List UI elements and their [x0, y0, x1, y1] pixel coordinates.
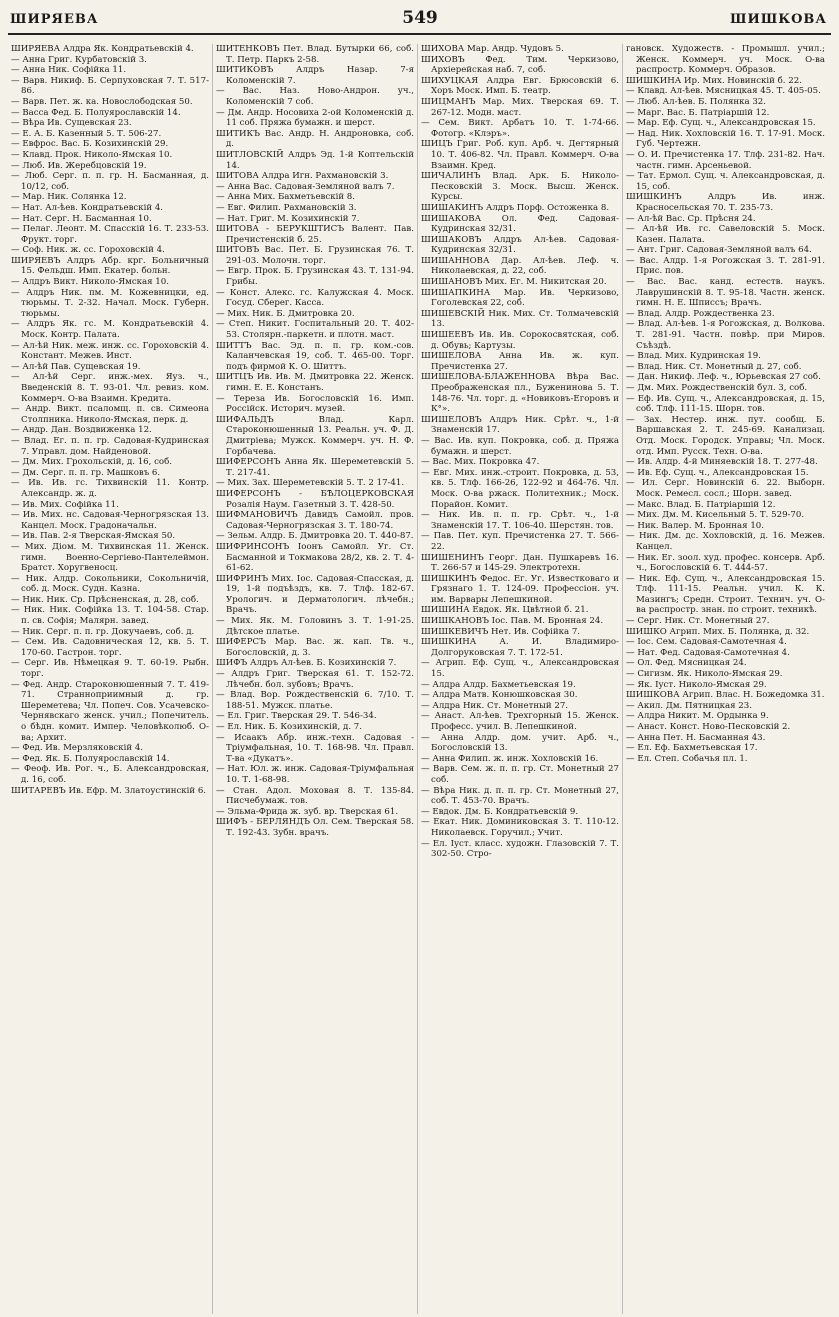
directory-entry: — Іос. Сем. Садовая-Самотечная 4.: [626, 637, 787, 648]
directory-entry: ШИШЕВСКІЙ Ник. Мих. Ст. Толмачевскій 13.: [421, 308, 619, 330]
directory-entry: — Евг. Филип. Рахмановскій 3.: [216, 202, 357, 213]
directory-entry: — Феоф. Ив. Рог. ч., Б. Александровская, д. 16, соб.: [11, 764, 209, 785]
directory-entry: ШИШКОВА Агрип. Влас. Н. Божедомка 31.: [626, 690, 825, 701]
directory-entry: ШИШКИНА Ир. Мих. Новинскій б. 22.: [626, 75, 802, 86]
directory-entry: — Анаст. Конст. Ново-Песковскій 2.: [626, 722, 791, 732]
directory-entry: — Влад. Алдр. Рождественка 23.: [626, 308, 775, 319]
directory-entry: — Мар. Еф. Сущ. ч., Александровская 15.: [626, 118, 816, 129]
directory-entry: — Ел. Степ. Собачья пл. 1.: [626, 753, 748, 764]
directory-entry: — Мар. Ник. Солянка 12.: [11, 192, 127, 203]
directory-entry: — Влад. Ник. Ст. Монетный д. 27, соб.: [626, 361, 802, 372]
directory-entry: — Алдръ Григ. Тверская 61. Т. 152-72. Лѣчебн. бол. зубовъ; Врачъ.: [216, 669, 414, 690]
directory-entry: — Мих. Ник. Б. Дмитровка 20.: [216, 308, 355, 319]
directory-entry: ШИРЯЕВЪ Алдръ Абр. крг. Больничный 15. Фельдш. Имп. Екатер. больн.: [11, 255, 209, 277]
directory-entry: — Анна Пет. Н. Басманная 43.: [626, 732, 766, 743]
directory-entry: — Ник. Алдр. Сокольники, Сокольничій, соб. д. Моск. Судн. Казна.: [11, 573, 209, 595]
directory-entry: ШИЧАЛИНЪ Влад. Арк. Б. Николо-Песковскій 3. Моск. Высш. Женск. Курсы.: [421, 171, 619, 203]
directory-entry: — Ник. Дм. дс. Хохловскій, д. 16. Межев. Канцел.: [626, 531, 825, 552]
directory-entry: — Дм. Мих. Рождественскій бул. 3, соб.: [626, 383, 808, 393]
directory-entry: ШИШИНА Евдок. Як. Цвѣтной б. 21.: [421, 605, 589, 616]
directory-entry: ШИШАКОВЪ Алдръ Ал-ѣев. Садовая-Кудринская 32/31.: [421, 234, 619, 256]
directory-entry: — Клавд. Прок. Николо-Ямская 10.: [11, 149, 173, 160]
directory-entry: ШИШКИНЪ Федос. Ег. Уг. Известковаго и Грязнаго 1. Т. 124-09. Профессіон. уч. им. Варвары Лепешкиной.: [421, 573, 619, 605]
directory-entry: — Ник. Ник. Софійка 13. Т. 104-58. Стар. п. св. Софія; Малярн. завед.: [11, 605, 209, 627]
directory-entry: — Ник. Ив. п. п. гр. Срѣт. ч., 1-й Знаменскій 17. Т. 106-40. Шерстян. тов.: [421, 510, 619, 531]
directory-entry: — Ал-ѣй Ник. меж. инж. сс. Гороховскій 4. Констант. Межев. Инст.: [11, 340, 209, 362]
directory-entry: — Стан. Адол. Моховая 8. Т. 135-84. Писчебумаж. тов.: [216, 785, 414, 807]
directory-entry: — Алдра Ник. Ст. Монетный 27.: [421, 700, 569, 711]
directory-entry: — Алдра Никит. М. Ордынка 9.: [626, 711, 769, 722]
directory-entry: ШИФЕРСОНЪ Анна Як. Шереметевскій 5. Т. 217-41.: [216, 457, 414, 478]
directory-entry: — Фед. Ив. Мерзляковскій 4.: [11, 743, 144, 754]
directory-entry: — Варв. Никиф. Б. Серпуховская 7. Т. 517-86.: [11, 75, 209, 97]
directory-entry: — Вас. Мих. Покровка 47.: [421, 457, 540, 468]
directory-entry: ШИШАННОВА Дар. Ал-ѣев. Леф. ч. Николаевская, д. 22, соб.: [421, 255, 619, 277]
directory-entry: — Нат. Ал-ѣев. Кондратьевскій 4.: [11, 202, 164, 213]
directory-entry: — Евфрос. Вас. Б. Козихинскій 29.: [11, 139, 169, 150]
columns: [8, 44, 831, 1314]
directory-entry: — Тереза Ив. Богословскій 16. Имп. Россійск. Историч. музей.: [216, 393, 414, 415]
directory-entry: — Пелаг. Леонт. М. Спасскій 16. Т. 233-53. Фрукт. торг.: [11, 224, 209, 245]
directory-entry: ШИРЯЕВА Алдра Як. Кондратьевскій 4.: [11, 44, 194, 54]
column-4: [623, 44, 828, 1314]
directory-entry: ШИШЕНИНЪ Георг. Дан. Пушкаревъ 16. Т. 266-57 и 145-29. Электротехн.: [421, 552, 619, 574]
directory-entry: — Вѣра Ник. д. п. п. гр. Ст. Монетный 27, соб. Т. 453-70. Врачъ.: [421, 785, 619, 807]
directory-entry: ШИЦЪ Григ. Роб. куп. Арб. ч. Дегтярный 10. Т. 406-82. Чл. Правл. Коммерч. О-ва Взаимн. Кред.: [421, 139, 619, 171]
directory-entry: — Ив. Еф. Сущ. ч., Александровская 15.: [626, 467, 809, 478]
directory-entry: — Ив. Мих. Софійка 11.: [11, 499, 119, 510]
directory-entry: — Мих. Як. М. Головинъ 3. Т. 1-91-25. Дѣтское платье.: [216, 616, 414, 637]
directory-entry: ШИФЕРСОНЪ - БѢЛОЦЕРКОВСКАЯ Розалія Наум. Газетный 3. Т. 428-50.: [216, 488, 414, 510]
directory-entry: — Вѣра Ив. Сущевская 23.: [11, 118, 132, 129]
column-1: [8, 44, 213, 1314]
directory-entry: — Анна Мих. Бахметьевскій 8.: [216, 192, 355, 203]
directory-entry: ШИФЪ Алдръ Ал-ѣев. Б. Козихинскій 7.: [216, 658, 397, 669]
directory-entry: — Ив. Пав. 2-я Тверская-Ямская 50.: [11, 531, 176, 542]
directory-entry: — Мих. Дм. М. Кисельный 5. Т. 529-70.: [626, 510, 805, 521]
directory-entry: ШИФРИНСОНЪ Іоонъ Самойл. Уг. Ст. Басманной и Токмакова 28/2, кв. 2. Т. 4-61-62.: [216, 541, 414, 574]
directory-entry: — Дм. Мих. Грохольскій, д. 16, соб.: [11, 457, 172, 468]
directory-entry: ШИФАЛЬДЪ Влад. Карл. Староконюшенный 13. Реальн. уч. Ф. Д. Дмитріева; Мужск. Коммерч. уч. Н. Ф. Горбачева.: [216, 414, 414, 457]
directory-entry: — Ив. Мих. нс. Садовая-Черногрязская 13. Канцел. Моск. Градоначальн.: [11, 510, 209, 531]
column-2: [213, 44, 418, 1314]
directory-entry: ШИТАРЕВЪ Ив. Ефр. М. Златоустинскій 6.: [11, 785, 207, 796]
directory-entry: — Ив. Ив. гс. Тихвинскій 11. Контр. Александр. ж. д.: [11, 478, 209, 499]
directory-entry: — Вас. Наз. Ново-Андрон. уч., Коломенскій 7 соб.: [216, 86, 414, 107]
directory-entry: — Ел. Еф. Бахметьевская 17.: [626, 743, 758, 754]
directory-entry: — Марг. Вас. Б. Патріаршій 12.: [626, 107, 770, 118]
directory-entry: — Серг. Ник. Ст. Монетный 27.: [626, 616, 770, 627]
directory-entry: — Влад. Ал-ѣев. 1-я Рогожская, д. Волкова. Т. 281-91. Частн. повѣр. при Миров. Съѣздѣ.: [626, 319, 825, 351]
directory-entry: ШИТИКОВЪ Алдръ Назар. 7-я Коломенскій 7.: [216, 65, 414, 86]
directory-entry: — Анна Вас. Садовая-Земляной валъ 7.: [216, 181, 395, 192]
directory-entry: — Анна Ник. Софійка 11.: [11, 65, 127, 76]
directory-entry: — Евг. Мих. инж.-строит. Покровка, д. 53, кв. 5. Тлф. 166-26, 122-92 и 464-76. Чл. Моск. О-ва ржаск. Политехник.; Моск. Порайон. Комит.: [421, 467, 619, 510]
directory-entry: — Анна Алдр. дом. учит. Арб. ч., Богословскій 13.: [421, 732, 619, 754]
directory-entry: — Варв. Пет. ж. ка. Новослободская 50.: [11, 96, 193, 107]
directory-entry: — О. И. Пречистенка 17. Тлф. 231-82. Нач. частн. гимн. Арсеньевой.: [626, 149, 825, 171]
directory-entry: ШИШКАНОВЪ Іос. Пав. М. Бронная 24.: [421, 616, 604, 627]
directory-entry: ШИТОВА - БЕРУКШТИСЪ Валент. Пав. Пречистенскій б. 25.: [216, 224, 414, 245]
directory-entry: — Вас. Алдр. 1-я Рогожская 3. Т. 281-91. Прис. пов.: [626, 255, 825, 277]
directory-entry: — Тат. Ермол. Сущ. ч. Александровская, д. 15, соб.: [626, 171, 825, 192]
directory-entry: ШИТОВА Алдра Игн. Рахмановскій 3.: [216, 171, 389, 182]
directory-entry: — Андр. Дан. Воздвиженка 12.: [11, 425, 152, 436]
directory-entry: — Сигизм. Як. Николо-Ямская 29.: [626, 669, 783, 680]
directory-entry: — Ел. Григ. Тверская 29. Т. 546-34.: [216, 711, 377, 722]
directory-entry: — Дм. Андр. Носовиха 2-ой Коломенскій д. 11 соб. Пряжа бумажн. и шерст.: [216, 107, 414, 129]
directory-entry: ШИШЕЛОВА Анна Ив. ж. куп. Пречистенка 27.: [421, 351, 619, 372]
directory-entry: — Як. Іуст. Николо-Ямская 29.: [626, 679, 767, 690]
directory-entry: — Анна Григ. Курбатовскій 3.: [11, 54, 147, 65]
directory-entry: ШИФМАНОВИЧЪ Давидъ Самойл. пров. Садовая-Черногрязская 3. Т. 180-74.: [216, 510, 414, 531]
directory-entry: — Пав. Пет. куп. Пречистенка 27. Т. 566-22.: [421, 531, 619, 552]
running-head-left: ШИРЯЕВА: [10, 12, 99, 27]
directory-entry: — Андр. Викт. псаломщ. п. св. Симеона Столпника. Николо-Ямская, перк. д.: [11, 404, 209, 425]
directory-entry: — Исаакъ Абр. инж.-техн. Садовая - Тріумфальная, 10. Т. 168-98. Чл. Правл. Т-ва «Дукатъ».: [216, 732, 414, 764]
directory-entry: ШИШКО Агрип. Мих. Б. Полянка, д. 32.: [626, 626, 810, 637]
directory-entry: ШИШЕЕВЪ Ив. Ив. Сорокосвятская, соб. д. Обувь; Картузы.: [421, 330, 619, 351]
directory-entry: ШИТОВЪ Вас. Пет. Б. Грузинская 76. Т. 291-03. Молочн. торг.: [216, 245, 414, 266]
running-head-right: ШИШКОВА: [730, 12, 827, 27]
directory-entry: ШИТЛОВСКІЙ Алдръ Эд. 1-й Коптельскій 14.: [216, 149, 414, 171]
directory-entry: — Ал-ѣй Ив. гс. Савеловскій 5. Моск. Казен. Палата.: [626, 224, 825, 245]
directory-entry: — Конст. Алекс. гс. Калужская 4. Моск. Госуд. Сберег. Касса.: [216, 287, 414, 309]
directory-entry: — Мих. Діом. М. Тихвинская 11. Женск. гимн. Военно-Сергіево-Пантелеймон. Братст. Хоругвеносц.: [11, 541, 209, 574]
directory-entry: — Нат. Фед. Садовая-Самотечная 4.: [626, 647, 790, 658]
directory-entry: ШИФЕРСЪ Мар. Вас. ж. кап. Тв. ч., Богословскій, д. 3.: [216, 637, 414, 658]
directory-entry: — Вас. Ив. куп. Покровка, соб. д. Пряжа бумажн. и шерст.: [421, 435, 619, 457]
directory-entry: — Алдра Матв. Конюшковская 30.: [421, 690, 578, 701]
directory-entry: — Зах. Нестер. инж. пут. сообщ. Б. Варшавская 2. Т. 245-69. Канализац. Отд. Моск. Городск. Управы; Чл. Моск. отд. Имп. Русск. Техн. О-ва.: [626, 414, 825, 457]
directory-entry: — Ал-ѣй Пав. Сущевская 19.: [11, 361, 141, 372]
directory-entry: — Сем. Викт. Арбатъ 10. Т. 1-74-66. Фотогр. «Клэръ».: [421, 118, 619, 139]
directory-entry: — Ник. Ник. Ср. Прѣсненская, д. 28, соб.: [11, 594, 199, 605]
directory-entry: — Клавд. Ал-ѣев. Мясницкая 45. Т. 405-05.: [626, 86, 821, 97]
directory-entry: — Е. А. Б. Казенный 5. Т. 506-27.: [11, 128, 162, 139]
directory-entry: — Влад. Мих. Кудринская 19.: [626, 351, 761, 362]
directory-entry: — Ол. Фед. Мясницкая 24.: [626, 658, 747, 669]
directory-entry: — Ел. Ник. Б. Козихинскій, д. 7.: [216, 722, 362, 732]
directory-entry: ШИШАПКИНА Мар. Ив. Черкизово, Гоголевская 22, соб.: [421, 287, 619, 309]
directory-entry: — Ал-ѣй Вас. Ср. Прѣсня 24.: [626, 213, 756, 224]
directory-entry: — Екат. Ник. Доминиковская 3. Т. 110-12. Николаевск. Горучил.; Учит.: [421, 817, 619, 838]
directory-entry: ШИТЦЪ Ив. Ив. М. Дмитровка 22. Женск. гимн. Е. Е. Констанъ.: [216, 372, 414, 393]
directory-entry: — Степ. Никит. Госпитальный 20. Т. 402-53. Столярн.-паркетн. и плотн. маст.: [216, 319, 414, 341]
directory-entry: ШИШАКИНЪ Алдръ Порф. Остоженка 8.: [421, 202, 610, 213]
directory-entry: — Ел. Іуст. класс. художн. Глазовскій 7. Т. 302-50. Стро-: [421, 838, 619, 860]
directory-entry: — Ив. Алдр. 4-й Миняевскій 18. Т. 277-48.: [626, 457, 818, 468]
directory-entry: — Нат. Юл. ж. инж. Садовая-Тріумфальная 10. Т. 1-68-98.: [216, 764, 414, 785]
directory-entry: — Макс. Влад. Б. Патріаршій 12.: [626, 499, 776, 510]
directory-entry: ШИШАКОВА Ол. Фед. Садовая-Кудринская 32/31.: [421, 213, 619, 235]
directory-entry: ШИХУЦКАЯ Алдра Евг. Брюсовскій 6. Хоръ Моск. Имп. Б. театр.: [421, 75, 619, 97]
directory-entry: — Эльма-Фрида ж. зуб. вр. Тверская 61.: [216, 806, 399, 817]
directory-entry: — Люб. Ив. Жеребцовскій 19.: [11, 160, 147, 171]
directory-entry: ШИТЕНКОВЪ Пет. Влад. Бутырки 66, соб. Т. Петр. Паркъ 2-58.: [216, 44, 414, 65]
directory-entry: — Ант. Григ. Садовая-Земляной валъ 64.: [626, 245, 812, 256]
directory-entry: — Ник. Серг. п. п. гр. Докучаевъ, соб. д.: [11, 626, 195, 637]
directory-entry: — Влад. Вор. Рождественскій 6. 7/10. Т. 188-51. Мужск. платье.: [216, 690, 414, 711]
directory-entry: ШИШКЕВИЧЪ Нет. Ив. Софійка 7.: [421, 626, 581, 637]
directory-entry: — Нат. Григ. М. Козихинскій 7.: [216, 213, 360, 224]
page-number: 549: [402, 8, 438, 28]
directory-entry: — Васса Фед. Б. Полуярославскій 14.: [11, 107, 181, 118]
page-header: [0, 8, 839, 36]
directory-entry: — Евгр. Прок. Б. Грузинская 43. Т. 131-94. Грибы.: [216, 266, 414, 288]
directory-entry: ШИТТЪ Вас. Эд. п. п. гр. ком.-сов. Каланчевская 19, соб. Т. 465-00. Торг. подъ фирмой К. О. Шиттъ.: [216, 340, 414, 372]
directory-entry: — Ник. Валер. М. Бронная 10.: [626, 520, 764, 531]
directory-entry: — Люб. Серг. п. п. гр. Н. Басманная, д. 10/12, соб.: [11, 171, 209, 192]
directory-entry: — Серг. Ив. Нѣмецкая 9. Т. 60-19. Рыбн. торг.: [11, 658, 209, 680]
directory-entry: — Фед. Андр. Староконюшенный 7. Т. 419-71. Странноприимный д. гр. Шереметева; Чл. Попеч. Сов. Усачевско-Чернявскаго женск. учил.; Попечитель. о бѣдн. комит. Импер. Человѣколюб. О-ва; Архит.: [11, 679, 209, 743]
directory-entry: ШИШЕЛОВА-БЛАЖЕННОВА Вѣра Вас. Преображенская пл., Буженинова 5. Т. 148-76. Чл. торг. д. «Новиковъ-Егоровъ и К°».: [421, 372, 619, 415]
directory-entry: — Анаст. Ал-ѣев. Трехгорный 15. Женск. Професс. учил. В. Лепешкиной.: [421, 711, 619, 732]
directory-entry: ШИШКИНА А. И. Владимиро-Долгоруковская 7. Т. 172-51.: [421, 637, 619, 658]
directory-entry: ШИШКИНЪ Алдръ Ив. инж. Красносельская 70. Т. 235-73.: [626, 192, 825, 213]
directory-entry: — Вас. Вас. канд. естеств. наукъ. Лаврушинскій 8. Т. 95-18. Частн. женск. гимн. Н. Е. Шписсъ; Врачъ.: [626, 277, 825, 309]
directory-entry: ШИФРИНЪ Мих. Іос. Садовая-Спасская, д. 19, 1-й подъѣздъ, кв. 7. Тлф. 182-67. Урологич. и Дерматологич. лѣчебн.; Врачъ.: [216, 573, 414, 616]
directory-entry: ШИЦМАНЪ Мар. Мих. Тверская 69. Т. 267-12. Модн. маст.: [421, 96, 619, 118]
directory-entry: — Еф. Ив. Сущ. ч., Александровская, д. 15, соб. Тлф. 111-15. Шорн. тов.: [626, 393, 825, 415]
directory-entry: — Евдок. Дм. Б. Кондратьевскій 9.: [421, 806, 579, 817]
directory-entry: — Соф. Ник. ж. сс. Гороховскій 4.: [11, 245, 165, 256]
directory-entry: — Дан. Никиф. Леф. ч., Юрьевская 27 соб.: [626, 372, 821, 383]
directory-entry: ШИШЕЛОВЪ Алдръ Ник. Срѣт. ч., 1-й Знаменскій 17.: [421, 414, 619, 436]
directory-entry: — Дм. Серг. п. п. гр. Машковъ 6.: [11, 467, 161, 478]
directory-entry: — Нат. Серг. Н. Басманная 10.: [11, 213, 152, 224]
directory-entry: — Фед. Як. Б. Полуярославскій 14.: [11, 753, 170, 764]
directory-entry: — Влад. Ег. п. п. гр. Садовая-Кудринская 7. Управл. дом. Найденовой.: [11, 435, 209, 457]
directory-entry: ШИХОВА Мар. Андр. Чудовъ 5.: [421, 44, 564, 54]
directory-entry: — Акил. Дм. Пятницкая 23.: [626, 700, 752, 711]
column-3: [418, 44, 623, 1314]
directory-entry: — Над. Ник. Хохловскій 16. Т. 17-91. Моск. Губ. Чертежн.: [626, 128, 825, 150]
directory-entry: — Люб. Ал-ѣев. Б. Полянка 32.: [626, 96, 767, 107]
directory-entry: — Ил. Серг. Новинскій 6. 22. Выборн. Моск. Ремесл. сосл.; Шорн. завед.: [626, 478, 825, 499]
directory-entry: ШИХОВЪ Фед. Тим. Черкизово, Архіерейская наб. 7, соб.: [421, 54, 619, 76]
directory-entry: — Алдръ Ник. пм. М. Кожевницки, ед. тюрьмы. Т. 2-32. Начал. Моск. Губерн. тюрьмы.: [11, 287, 209, 319]
directory-entry: ШИТИКЪ Вас. Андр. Н. Андроновка, соб. д.: [216, 128, 414, 150]
directory-entry: — Алдръ Як. гс. М. Кондратьевскій 4. Моск. Контр. Палата.: [11, 319, 209, 341]
directory-entry: — Агрип. Еф. Сущ. ч., Александровская 15.: [421, 658, 619, 680]
directory-entry: — Зельм. Алдр. Б. Дмитровка 20. Т. 440-87.: [216, 531, 414, 542]
directory-entry: ШИШАНОВЪ Мих. Ег. М. Никитская 20.: [421, 277, 607, 288]
directory-entry: — Варв. Сем. ж. п. п. гр. Ст. Монетный 27 соб.: [421, 764, 619, 785]
directory-entry: — Алдръ Викт. Николо-Ямская 10.: [11, 277, 169, 288]
directory-entry: гановск. Художеств. - Промышл. учил.; Женск. Коммерч. уч. Моск. О-ва распростр. Коммерч. Образов.: [626, 44, 825, 76]
directory-entry: — Мих. Зах. Шереметевскій 5. Т. 2 17-41.: [216, 478, 405, 489]
directory-entry: ШИФЪ - БЕРЛЯНДЪ Ол. Сем. Тверская 58. Т. 192-43. Зубн. врачъ.: [216, 817, 414, 838]
directory-entry: — Ник. Ег. зоол. худ. профес. консерв. Арб. ч., Богословскій 6. Т. 444-57.: [626, 552, 825, 574]
directory-entry: — Ник. Еф. Сущ. ч., Александровская 15. Тлф. 111-15. Реальн. учил. К. К. Мазингъ; Средн. Строит. Технич. уч. О-ва распростр. знан. по строит. техникѣ.: [626, 573, 825, 616]
directory-entry: — Анна Филип. ж. инж. Хохловскій 16.: [421, 753, 599, 764]
header-rule: [8, 33, 831, 35]
directory-entry: — Алдра Алдр. Бахметьевская 19.: [421, 679, 576, 690]
directory-entry: — Ал-ѣй Серг. инж.-мех. Яуз. ч., Введенскій 8. Т. 93-01. Чл. ревиз. ком. Коммерч. О-ва Взаимн. Кредита.: [11, 372, 209, 404]
directory-entry: — Сем. Ив. Садовническая 12, кв. 5. Т. 170-60. Гастрон. торг.: [11, 637, 209, 658]
